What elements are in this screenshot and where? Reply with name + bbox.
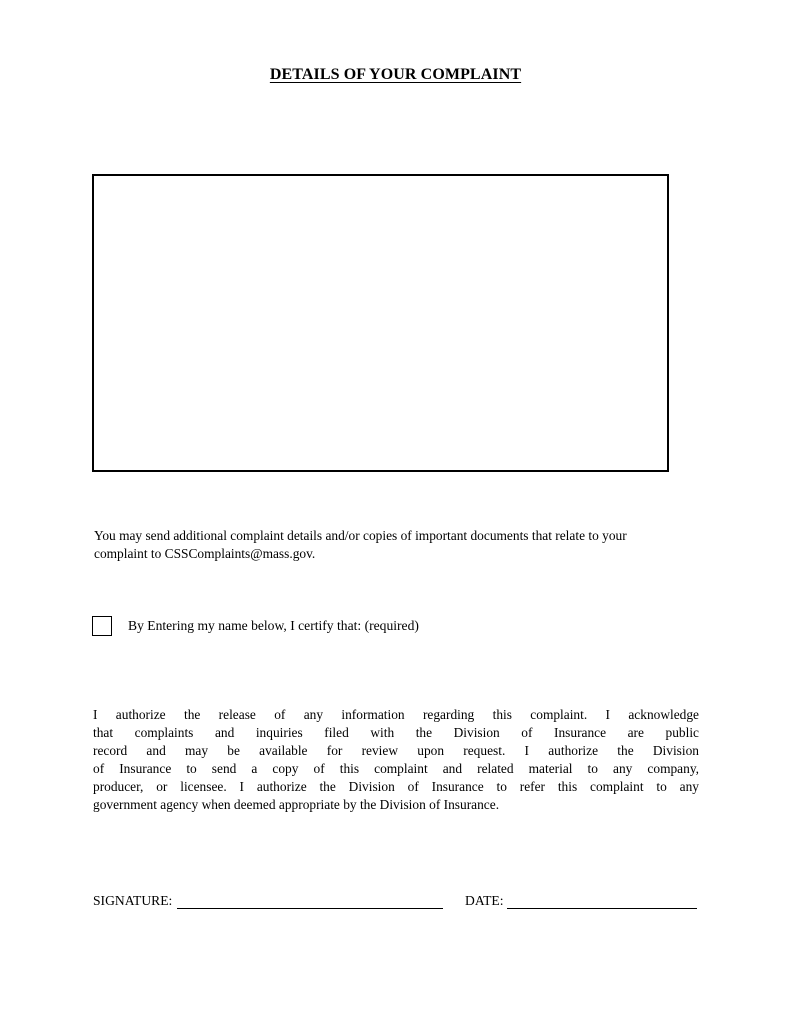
complaint-details-input[interactable] (94, 176, 667, 470)
certify-label: By Entering my name below, I certify that: (required) (128, 618, 419, 633)
authorization-line: I authorize the release of any information regarding this complaint. I acknowledge (93, 707, 699, 722)
complaint-details-box[interactable] (92, 174, 669, 472)
additional-info-line-1: You may send additional complaint details and/or copies of important documents that relate to your (94, 528, 627, 543)
certify-checkbox[interactable] (92, 616, 112, 636)
signature-line[interactable] (177, 908, 443, 909)
date-label: DATE: (465, 893, 504, 908)
certification-row (92, 614, 419, 638)
authorization-line: government agency when deemed appropriate by the Division of Insurance. (93, 797, 500, 812)
authorization-line: producer, or licensee. I authorize the Division of Insurance to refer this complaint to any (93, 779, 699, 794)
authorization-text (93, 706, 699, 814)
date-line[interactable] (507, 908, 697, 909)
additional-info-text (94, 527, 734, 563)
authorization-line: that complaints and inquiries filed with the Division of Insurance are public (93, 725, 699, 740)
additional-info-line-2: complaint to CSSComplaints@mass.gov. (94, 546, 316, 561)
signature-label: SIGNATURE: (93, 893, 173, 908)
page-title: DETAILS OF YOUR COMPLAINT (269, 66, 522, 83)
authorization-line: record and may be available for review upon request. I authorize the Division (93, 743, 699, 758)
authorization-line: of Insurance to send a copy of this complaint and related material to any company, (93, 761, 699, 776)
